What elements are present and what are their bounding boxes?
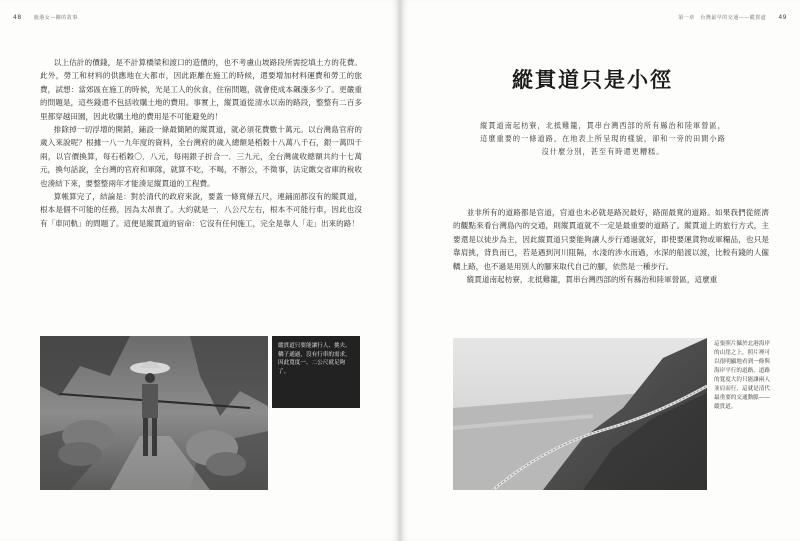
section-epigraph [453,120,753,158]
porter-photo [40,336,268,490]
left-body-text [40,56,362,230]
right-page-number: 49 [778,14,787,21]
right-running-title: 第一章 台灣最早的交通——縱貫道 [678,15,767,21]
epigraph-line: 這麼重要的一條道路，在地表上所呈現的樣貌，卻和一旁的田間小路 [480,133,726,143]
section-title: 縱貫道只是小徑 [512,68,673,92]
right-paragraph: 並非所有的道路都是官道，官道也未必就是路況最好，路面最寬的道路。如果我們從經濟的觀點來看台灣島內的交通，則縱貫道就不一定是最重要的道路了。縱貫道上的旅行方式，主要還是以徒步為主，因此縱貫道只要能夠讓人步行通過就好，即使要運貨物或軍糧品，也只是靠肩挑，背負而已，若是遇到河川阻隔，水淺的涉水而過，水深的船渡以渡，比較有錢的人僱轎上路，也不過是用別人的腳來取代自己的腳，依然是一種步行。 [453,208,769,271]
right-photo-caption [714,340,774,412]
coast-road-photo [453,338,707,490]
right-caption-text: 這張照片攝於北港海岸的山崖之上，照片裡可以很明顯地看到一條與海岸平行的道路，道路的寬度大約只能讓兩人並肩而行，這就是清代最重要的交通動脈——縱貫道。 [714,341,770,410]
right-body-text [453,206,769,286]
left-running-header [13,14,78,21]
left-page [0,0,399,541]
left-paragraph: 以上估計的價錢，是不計算橋梁和渡口的造價的，也不考慮山坡路段所需挖填土方的花費。此外，勞工和材料的供應地在大都市，因此距離在施工的時候，還要增加材料運費和勞工的旅費，試想：當郊區在施工的時候，光是工人的伙食，住宿問題，就會使成本飆漲多少了。更嚴重的問題是，這些錢還不包括收購土地的費用。事實上，縱貫道從清水以南的路段，整整有二百多里都穿越田園，因此收購土地的費用是不可能避免的！ [40,58,362,121]
right-paragraph: 縱貫道南起枋寮，北抵雞籠，貫串台灣西部的所有縣治和陸軍營區，這麼重 [466,275,718,285]
left-running-title: 鹿港女—陳的故事 [33,15,78,21]
right-page [401,0,800,541]
left-paragraph: 算帳算完了，結論是：對於清代的政府來說，要蓋一條寬條五尺，連鋪面都沒有的縱貫道，根本是個不可能的任務，因為太昂貴了。大約就是一．八公尺左右，根本不可能行車，因此也沒有「車同軌」的問題了。這便是縱貫道的宿命：它沒有任何施工，完全是靠人「走」出來的路！ [40,192,362,228]
left-caption-text: 縱貫道只要能讓行人、挑夫、轎子通過，沒有行車的需求，因此寬度一、二公尺就足夠了。 [278,343,351,375]
coast-road-photo-image [453,338,707,490]
right-running-header [678,14,787,21]
left-paragraph: 排除掉一切浮增的開銷，鋪設一條最簡陋的縱貫道，就必須花費數十萬元。以台灣島官府的歲入來說呢？根據一八一九年度的資料，全台灣府的歲入總額是稻穀十八萬八千石，銀一萬四千兩，以官價換算，每石稻穀〇．八元，每兩銀子折合一．三九元，全台灣歲收總額共約十七萬元，換句話說，全台灣的官府和軍隊，就算不吃，不喝，不辦公，不徵事，法定繳交省庫的稅收也湊結下來，要整整兩年才能湊足縱貫道的工程費。 [40,125,362,188]
left-photo-caption [272,336,360,408]
epigraph-line: 沒什麼分別，甚至有時還更糟糕。 [541,146,665,156]
epigraph-line: 縱貫道南起枋寮，北抵雞籠，貫串台灣西部的所有縣治和陸軍營區， [480,121,726,130]
left-page-number: 48 [13,14,22,21]
porter-photo-image [40,336,268,490]
